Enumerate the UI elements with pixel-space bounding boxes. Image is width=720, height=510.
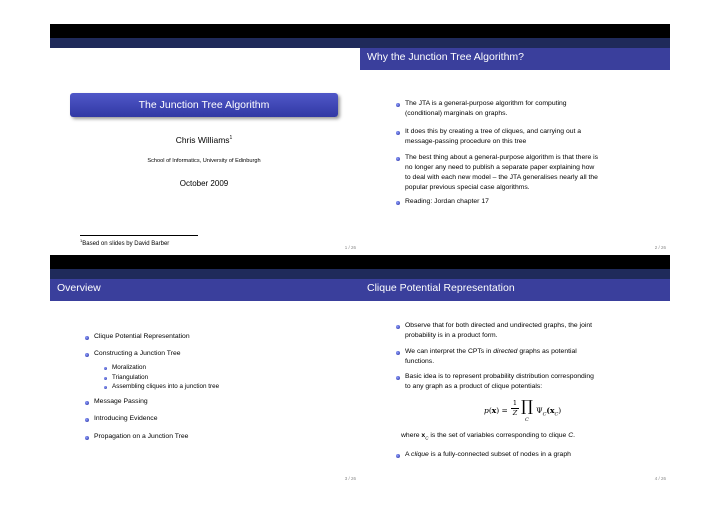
bullet-text: It does this by creating a tree of cliques, and carrying out a [405, 128, 582, 135]
formula-lhs: p(x) = [484, 406, 508, 415]
bullet-text: Reading: Jordan chapter 17 [405, 198, 489, 205]
overview-subitem: Triangulation [112, 374, 149, 381]
bullet-icon [396, 325, 400, 329]
presentation-title-box [70, 93, 338, 117]
psi-symbol: Ψ [536, 406, 543, 415]
overview-item: Message Passing [94, 398, 148, 405]
bullet-text: probability is in a product form. [405, 332, 498, 339]
author-name: Chris Williams [175, 135, 230, 145]
formula-denominator: Z [512, 409, 518, 417]
slide-header-bar [360, 255, 670, 269]
slide-header-bar [360, 24, 670, 38]
bullet-text: message-passing procedure on this tree [405, 138, 527, 145]
bullet-text: to deal with each new model – the JTA generalises nearly all the [405, 174, 598, 181]
text-run: . [573, 432, 576, 439]
bullet-icon [396, 131, 400, 135]
sub-bullet-icon [104, 367, 107, 370]
author-footnote-mark: 1 [229, 135, 233, 142]
footnote-rule [80, 235, 198, 236]
frame-title: Why the Junction Tree Algorithm? [367, 51, 524, 63]
frame-title: Overview [57, 282, 101, 294]
bullet-icon [85, 353, 89, 357]
overview-item: Constructing a Junction Tree [94, 350, 181, 357]
slide-clique-potential [360, 255, 670, 483]
page-number: 1 / 26 [344, 245, 356, 250]
text-run: graphs as potential [517, 348, 577, 355]
bullet-icon [396, 351, 400, 355]
bullet-icon [396, 157, 400, 161]
bullet-text: popular previous special case algorithms. [405, 184, 530, 191]
math-subscript: C [425, 435, 429, 441]
footnote [80, 238, 169, 247]
overview-item: Clique Potential Representation [94, 333, 190, 340]
slide-title [50, 24, 360, 252]
author [70, 135, 338, 145]
sub-bullet-icon [104, 386, 107, 389]
date: October 2009 [179, 179, 229, 188]
page-number: 2 / 26 [654, 245, 666, 250]
bullet-icon [85, 401, 89, 405]
argument-subscript: C [554, 411, 559, 418]
bullet-icon [396, 454, 400, 458]
page-number: 4 / 26 [654, 476, 666, 481]
text-run: A [405, 451, 412, 458]
slide-header-subbar [50, 269, 360, 279]
bullet-text: Basic idea is to represent probability distribution corresponding [405, 373, 594, 380]
text-run: where [401, 432, 422, 439]
slide-why-jta [360, 24, 670, 252]
text-run: is the set of variables corresponding to clique [428, 432, 569, 439]
overview-item: Propagation on a Junction Tree [94, 433, 189, 440]
bullet-text: The best thing about a general-purpose algorithm is that there is [405, 154, 599, 161]
bullet-icon [396, 201, 400, 205]
bullet-text: (conditional) marginals on graphs. [405, 110, 508, 117]
bullet-icon [396, 103, 400, 107]
slide-header-bar [50, 24, 360, 38]
formula-product-subscript: C [525, 417, 529, 423]
page-number: 3 / 26 [344, 476, 356, 481]
institution: School of Informatics, University of Edinburgh [147, 158, 261, 164]
overview-subitem: Assembling cliques into a junction tree [112, 383, 220, 390]
bullet-icon [85, 418, 89, 422]
bullet-text: The JTA is a general-purpose algorithm for computing [405, 100, 567, 107]
text-run: We can interpret the CPTs in [405, 348, 494, 355]
slide-overview [50, 255, 360, 483]
text-run: is a fully-connected subset of nodes in a graph [428, 451, 571, 458]
frame-title: Clique Potential Representation [367, 282, 515, 294]
bullet-icon [85, 336, 89, 340]
bullet-text: functions. [405, 358, 435, 365]
presentation-title: The Junction Tree Algorithm [138, 99, 270, 111]
formula-close: ) [558, 406, 562, 415]
bullet-text [405, 450, 571, 460]
bullet-icon [396, 376, 400, 380]
slide-header-subbar [360, 38, 670, 48]
emphasis: clique [411, 451, 429, 458]
slide-header-subbar [50, 38, 360, 48]
overview-item: Introducing Evidence [94, 415, 158, 422]
slide-header-subbar [360, 269, 670, 279]
slide-header-bar [50, 255, 360, 269]
overview-subitem: Moralization [112, 364, 146, 371]
bullet-text: Observe that for both directed and undirected graphs, the joint [405, 322, 593, 329]
where-text [401, 431, 575, 443]
sub-bullet-icon [104, 377, 107, 380]
math-bold-x: x [421, 432, 426, 439]
formula-rhs [536, 406, 561, 418]
bullet-text: no longer any need to publish a separate paper explaining how [405, 164, 595, 171]
formula-product-symbol: ∏ [521, 397, 533, 415]
psi-subscript: C [542, 411, 547, 418]
bullet-icon [85, 436, 89, 440]
math-C: C [568, 432, 574, 439]
emphasis: directed [493, 348, 518, 355]
bullet-text: to any graph as a product of clique potentials: [405, 383, 543, 390]
footnote-mark: 1 [80, 238, 83, 243]
formula-argument: (x [546, 406, 555, 415]
formula-numerator: 1 [512, 399, 518, 407]
footnote-text: Based on slides by David Barber [82, 241, 170, 247]
bullet-text [405, 347, 577, 357]
